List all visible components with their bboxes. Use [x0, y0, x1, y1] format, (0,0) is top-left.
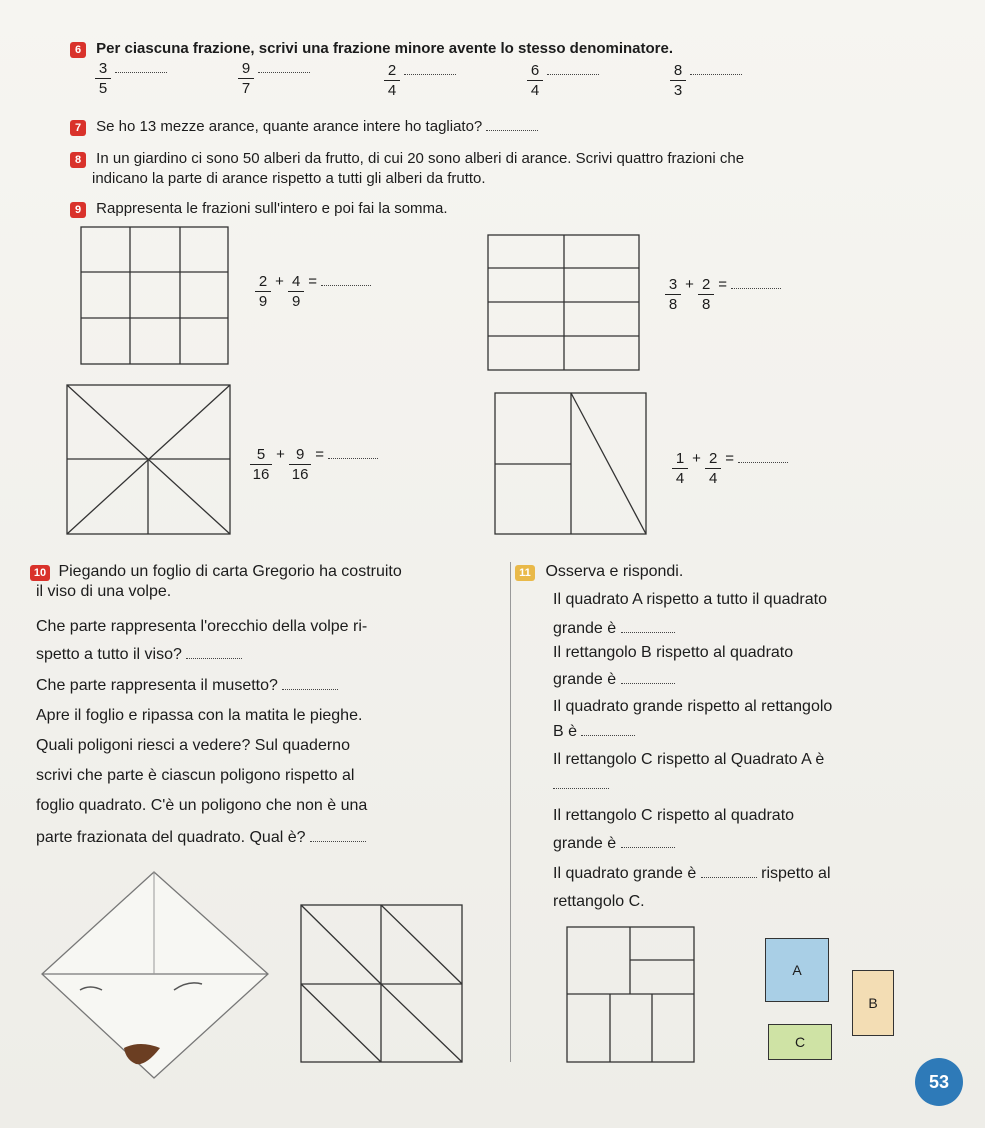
plus-sign: +: [275, 273, 284, 290]
ex11-line-10: [553, 864, 831, 884]
numerator: 8: [673, 62, 683, 79]
answer-blank[interactable]: [486, 118, 538, 131]
answer-blank[interactable]: [731, 276, 781, 289]
equals-sign: =: [725, 450, 735, 467]
ex11-text: Il quadrato A rispetto a tutto il quadrato: [553, 591, 827, 608]
answer-blank[interactable]: [581, 723, 635, 736]
sum-2: [665, 276, 781, 313]
plus-sign: +: [692, 450, 701, 467]
ex11-text: Il rettangolo C rispetto al quadrato: [553, 807, 795, 824]
ex11-text: Il rettangolo C rispetto al Quadrato A è: [553, 751, 825, 768]
ex10-text: Che parte rappresenta il musetto?: [36, 677, 278, 694]
sum-1: [255, 273, 371, 310]
composed-square-grid: [566, 926, 696, 1064]
exercise-8-line-1: In un giardino ci sono 50 alberi da frutto, di cui 20 sono alberi di arance. Scrivi quattro frazioni che: [96, 150, 745, 167]
numerator: 2: [258, 273, 268, 290]
ex6-fraction-5: [670, 62, 742, 99]
answer-blank[interactable]: [553, 776, 609, 789]
denominator: 3: [673, 82, 683, 99]
unfolded-square: [300, 904, 464, 1064]
answer-blank[interactable]: [547, 62, 599, 75]
plus-sign: +: [276, 446, 285, 463]
exercise-number-badge: 7: [70, 120, 86, 136]
sum-4: [672, 450, 788, 487]
label-c: C: [794, 1034, 806, 1050]
ex6-fraction-3: [384, 62, 456, 99]
denominator: 16: [252, 466, 270, 483]
numerator: 2: [708, 450, 718, 467]
ninths-grid[interactable]: [80, 226, 230, 366]
label-a: A: [792, 962, 802, 978]
rectangle-b: [852, 970, 894, 1036]
denominator: 4: [675, 470, 685, 487]
numerator: 2: [387, 62, 397, 79]
answer-blank[interactable]: [404, 62, 456, 75]
answer-blank[interactable]: [258, 60, 310, 73]
exercise-9-text: Rappresenta le frazioni sull'intero e poi fai la somma.: [96, 200, 448, 217]
equals-sign: =: [718, 276, 728, 293]
denominator: 7: [241, 80, 251, 97]
exercise-number-badge: 11: [515, 565, 535, 581]
exercise-9-header: [70, 200, 448, 218]
ex11-text: Il rettangolo B rispetto al quadrato: [553, 644, 794, 661]
numerator: 3: [98, 60, 108, 77]
column-divider: [510, 562, 511, 1062]
answer-blank[interactable]: [690, 62, 742, 75]
ex11-line-9: [553, 834, 675, 854]
answer-blank[interactable]: [328, 446, 378, 459]
exercise-6-header: [70, 40, 673, 58]
denominator: 4: [530, 82, 540, 99]
ex10-text: Piegando un foglio di carta Gregorio ha costruito: [58, 563, 402, 580]
denominator: 4: [708, 470, 718, 487]
numerator: 9: [241, 60, 251, 77]
label-b: B: [868, 995, 878, 1011]
quarters-square[interactable]: [494, 392, 648, 536]
denominator: 9: [258, 293, 268, 310]
numerator: 2: [701, 276, 711, 293]
exercise-number-badge: 8: [70, 152, 86, 168]
page-number: 53: [915, 1058, 963, 1106]
numerator: 1: [675, 450, 685, 467]
equals-sign: =: [315, 446, 325, 463]
denominator: 16: [291, 466, 309, 483]
fox-face-drawing: [40, 870, 270, 1080]
denominator: 8: [701, 296, 711, 313]
answer-blank[interactable]: [621, 620, 675, 633]
ex10-line-5: [36, 676, 338, 696]
sixteenths-square[interactable]: [66, 384, 232, 536]
answer-blank[interactable]: [115, 60, 167, 73]
answer-blank[interactable]: [321, 273, 371, 286]
ex10-line-10: [36, 828, 366, 848]
answer-blank[interactable]: [738, 450, 788, 463]
ex10-text: Quali poligoni riesci a vedere? Sul quaderno: [36, 737, 350, 754]
ex10-text: Che parte rappresenta l'orecchio della volpe ri-: [36, 618, 368, 635]
denominator: 5: [98, 80, 108, 97]
ex11-text: grande è: [553, 835, 617, 852]
numerator: 3: [668, 276, 678, 293]
answer-blank[interactable]: [186, 646, 242, 659]
exercise-number-badge: 10: [30, 565, 50, 581]
ex6-fraction-4: [527, 62, 599, 99]
denominator: 8: [668, 296, 678, 313]
exercise-7: [70, 118, 538, 136]
equals-sign: =: [308, 273, 318, 290]
ex10-text: scrivi che parte è ciascun poligono rispetto al: [36, 767, 355, 784]
square-a: [765, 938, 829, 1002]
exercise-7-text: Se ho 13 mezze arance, quante arance intere ho tagliato?: [96, 118, 483, 135]
exercise-11-header: [515, 562, 683, 582]
ex10-text: il viso di una volpe.: [36, 583, 172, 600]
exercise-8: [70, 150, 744, 168]
ex10-line-4: [36, 645, 242, 665]
rectangle-c: [768, 1024, 832, 1060]
ex11-line-6: [553, 722, 635, 742]
ex11-text: rettangolo C.: [553, 893, 645, 910]
exercise-number-badge: 6: [70, 42, 86, 58]
ex11-text: rispetto al: [761, 865, 831, 882]
exercise-number-badge: 9: [70, 202, 86, 218]
ex11-line-4: [553, 670, 675, 690]
numerator: 4: [291, 273, 301, 290]
ex11-title: Osserva e rispondi.: [545, 563, 684, 580]
ex10-text: parte frazionata del quadrato. Qual è?: [36, 829, 306, 846]
denominator: 9: [291, 293, 301, 310]
ex11-text: B è: [553, 723, 578, 740]
exercise-6-text: Per ciascuna frazione, scrivi una frazione minore avente lo stesso denominatore.: [96, 40, 674, 57]
answer-blank[interactable]: [310, 829, 366, 842]
ex11-line-2: [553, 619, 675, 639]
numerator: 5: [256, 446, 266, 463]
ex11-text: grande è: [553, 620, 617, 637]
ex10-text: foglio quadrato. C'è un poligono che non è una: [36, 797, 368, 814]
answer-blank[interactable]: [282, 677, 338, 690]
ex6-fraction-2: [238, 60, 310, 97]
eighths-grid[interactable]: [487, 234, 641, 372]
ex11-text: grande è: [553, 671, 617, 688]
exercise-10-line-1: [30, 562, 402, 582]
answer-blank[interactable]: [701, 865, 757, 878]
ex6-fraction-1: [95, 60, 167, 97]
ex10-text: spetto a tutto il viso?: [36, 646, 182, 663]
numerator: 6: [530, 62, 540, 79]
ex10-text: Apre il foglio e ripassa con la matita le pieghe.: [36, 707, 363, 724]
ex11-text: Il quadrato grande rispetto al rettangolo: [553, 698, 833, 715]
exercise-8-line-2: indicano la parte di arance rispetto a tutti gli alberi da frutto.: [92, 170, 486, 187]
sum-3: [250, 446, 378, 483]
ex11-text: Il quadrato grande è: [553, 865, 697, 882]
plus-sign: +: [685, 276, 694, 293]
answer-blank[interactable]: [621, 671, 675, 684]
denominator: 4: [387, 82, 397, 99]
ex11-line-7-blank: [553, 776, 609, 794]
answer-blank[interactable]: [621, 835, 675, 848]
numerator: 9: [295, 446, 305, 463]
